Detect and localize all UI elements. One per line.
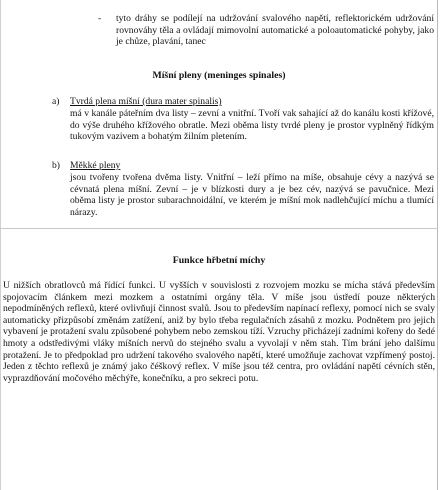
function-paragraph: U nižších obratlovců má řídící funkci. U vyšších v souvislosti z rozvojem mozku se mícha stává především spojovacím článkem mezi mozkem a ostatními orgány těla. V míše jsou ústředí pouze některých nepodmíněných reflexů, které ovlivňují činnost svalů. Jsou to především napínací reflexy, pomocí nich se svaly automaticky přizpůsobí změnám zatížení, aniž by bylo třeba regulačních zásahů z mozku. Podnětem pro jejich vybavení je protažení svalu způsobené pohybem nebo zemskou tíží. Vzruchy přicházejí zadními kořeny do šedé hmoty a odstředivými vláky míšních nervů do stejného svalu a vyvolají v něm stah. Tím brání jeho dalšímu protažení. Je to předpoklad pro udržení takového svalového napětí, které umožňuje zachovat vzpřímený postoj. Jeden z těchto reflexů je známý jako čéškový reflex. V míše jsou též centra, pro ovládání napětí cévních stěn, vyprazdňování močového měchýře, konečníku, a pro sekreci potu. xyxy=(3,280,435,384)
bullet-marker: - xyxy=(98,13,102,24)
section-heading-function: Funkce hřbetní míchy xyxy=(172,255,266,266)
section-heading-meninges: Míšní pleny (meninges spinales) xyxy=(152,70,286,81)
list-item-title-dura: Tvrdá plena míšní (dura mater spinalis) xyxy=(70,96,222,107)
list-item-title-soft-meninges: Měkké pleny xyxy=(70,160,121,171)
list-item-body-dura: má v kanále páteřním dva listy – zevní a vnitřní. Tvoří vak sahající až do kanálu kosti křížové, do výše druhého křížového obratle. Mezi oběma listy tvrdé pleny je prostor vyplněný řídkým tukovým vazivem a bohatým žilním pletením. xyxy=(70,108,434,143)
bullet-text: tyto dráhy se podílejí na udržování svalového napětí, reflektorickém udržování rovnováhy těla a ovládají mimovolní automatické a poloautomatické pohyby, jako je chůze, plavání, tanec xyxy=(116,13,434,48)
list-marker-a: a) xyxy=(52,96,60,107)
list-marker-b: b) xyxy=(52,160,60,171)
section-divider xyxy=(0,228,438,229)
list-item-body-soft-meninges: jsou tvořeny tvořena dvěma listy. Vnitřní – leží přímo na míše, obsahuje cévy a nazývá se cévnatá plena míšní. Zevní – je v blízkosti dury a je bez cév, nazývá se pavučnice. Mezi oběma listy je prostor subarachnoidální, ve kterém je míšní mok nadlehčující míchu a tlumící nárazy. xyxy=(70,172,434,218)
